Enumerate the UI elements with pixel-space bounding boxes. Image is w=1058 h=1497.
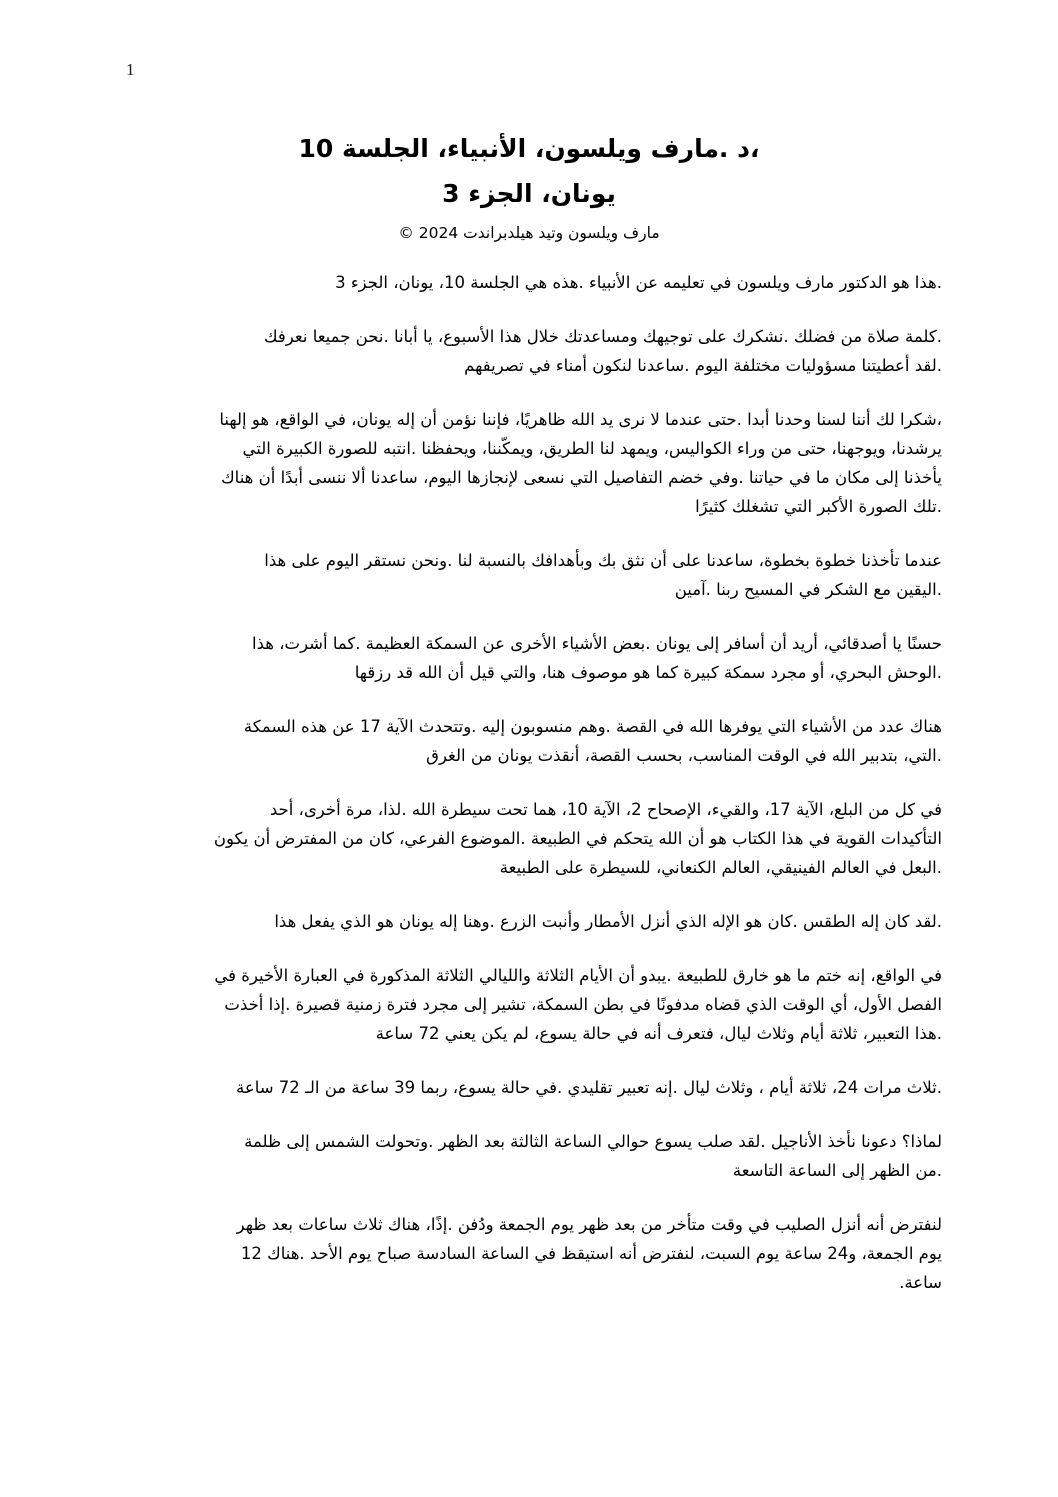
text-line: يوم الجمعة، و24 ساعة يوم السبت، لنفترض أنه استيقظ في الساعة السادسة صباح يوم الأحد .هناك 12 [240,1244,942,1263]
text-line: .هذا هو الدكتور مارف ويلسون في تعليمه عن الأنبياء .هذه هي الجلسة 10، يونان، الجزء 3 [335,273,942,292]
text-line: هناك عدد من الأشياء التي يوفرها الله في القصة .وهم منسوبون إليه .وتتحدث الآية 17 عن هذه السمكة [243,717,942,736]
paragraph [116,1073,942,1102]
document-body [116,268,942,1322]
paragraph [116,546,942,604]
paragraph [116,961,942,1048]
text-line: عندما تأخذنا خطوة بخطوة، ساعدنا على أن نثق بك وبأهدافك بالنسبة لنا .ونحن نستقر اليوم على هذا [264,551,942,570]
text-line: في الواقع، إنه ختم ما هو خارق للطبيعة .يبدو أن الأيام الثلاثة والليالي الثلاثة المذكورة في العبارة الأخيرة في [214,966,942,985]
title-line-1: ،د .مارف ويلسون، الأنبياء، الجلسة 10 [298,134,760,163]
text-line: في كل من البلع، الآية 17، والقيء، الإصحاح 2، الآية 10، هما تحت سيطرة الله .لذا، مرة أخرى، أحد [269,800,942,819]
text-line: الفصل الأول، أي الوقت الذي قضاه مدفونًا في بطن السمكة، تشير إلى مجرد فترة زمنية قصيرة .إذا أخذت [224,995,942,1014]
text-line: .من الظهر إلى الساعة التاسعة [732,1161,942,1180]
title-line-2: يونان، الجزء 3 [442,179,616,208]
document-title [116,126,942,216]
text-line: .لقد أعطيتنا مسؤوليات مختلفة اليوم .ساعدنا لنكون أمناء في تصريفهم [464,356,942,375]
paragraph [116,1210,942,1297]
text-line: .هذا التعبير، ثلاثة أيام وثلاث ليال، فتعرف أنه في حالة يسوع، لم يكن يعني 72 ساعة [375,1024,942,1043]
text-line: ،شكرا لك أننا لسنا وحدنا أبدا .حتى عندما لا نرى يد الله ظاهريًا، فإننا نؤمن أن إله يونان، في الواقع، هو إلهنا [219,410,942,429]
text-line: حسنًا يا أصدقائي، أريد أن أسافر إلى يونان .بعض الأشياء الأخرى عن السمكة العظيمة .كما أشرت، هذا [252,634,942,653]
text-line: .الوحش البحري، أو مجرد سمكة كبيرة كما هو موصوف هنا، والتي قيل أن الله قد رزقها [354,663,942,682]
text-line: .التي، بتدبير الله في الوقت المناسب، بحسب القصة، أنقذت يونان من الغرق [426,746,942,765]
paragraph [116,405,942,521]
text-line: يأخذنا إلى مكان ما في حياتنا .وفي خضم التفاصيل التي نسعى لإنجازها اليوم، ساعدنا ألا ننسى أبدًا أن هناك [221,468,942,487]
text-line: لنفترض أنه أنزل الصليب في وقت متأخر من بعد ظهر يوم الجمعة ودُفن .إذًا، هناك ثلاث ساعات بعد ظهر [236,1215,942,1234]
text-line: .البعل في العالم الفينيقي، العالم الكنعاني، للسيطرة على الطبيعة [499,858,942,877]
paragraph [116,795,942,882]
text-line: .تلك الصورة الأكبر التي تشغلك كثيرًا [695,497,942,516]
text-line: .لقد كان إله الطقس .كان هو الإله الذي أنزل الأمطار وأنبت الزرع .وهنا إله يونان هو الذي يفعل هذا [274,912,942,931]
page-number: 1 [126,60,135,79]
paragraph [116,322,942,380]
document-header [116,126,942,244]
text-line: ساعة. [899,1273,942,1292]
paragraph [116,712,942,770]
paragraph [116,268,942,297]
text-line: .ثلاث مرات 24، ثلاثة أيام ، وثلاث ليال .إنه تعبير تقليدي .في حالة يسوع، ربما 39 ساعة من الـ 72 ساعة [236,1078,942,1097]
text-line: .كلمة صلاة من فضلك .نشكرك على توجيهك ومساعدتك خلال هذا الأسبوع، يا أبانا .نحن جميعا نعرفك [264,327,942,346]
text-line: لماذا؟ دعونا نأخذ الأناجيل .لقد صلب يسوع حوالي الساعة الثالثة بعد الظهر .وتحولت الشمس إلى ظلمة [244,1132,942,1151]
byline: مارف ويلسون وتيد هيلدبراندت 2024 © [398,224,660,242]
paragraph [116,907,942,936]
text-line: .اليقين مع الشكر في المسيح ربنا .آمين [674,580,942,599]
text-line: يرشدنا، ويوجهنا، حتى من وراء الكواليس، ويمهد لنا الطريق، ويمكّننا، ويحفظنا .انتبه للصورة الكبيرة التي [242,439,942,458]
paragraph [116,1127,942,1185]
paragraph [116,629,942,687]
text-line: التأكيدات القوية في هذا الكتاب هو أن الله يتحكم في الطبيعة .الموضوع الفرعي، كان من المفترض أن يكون [213,829,942,848]
